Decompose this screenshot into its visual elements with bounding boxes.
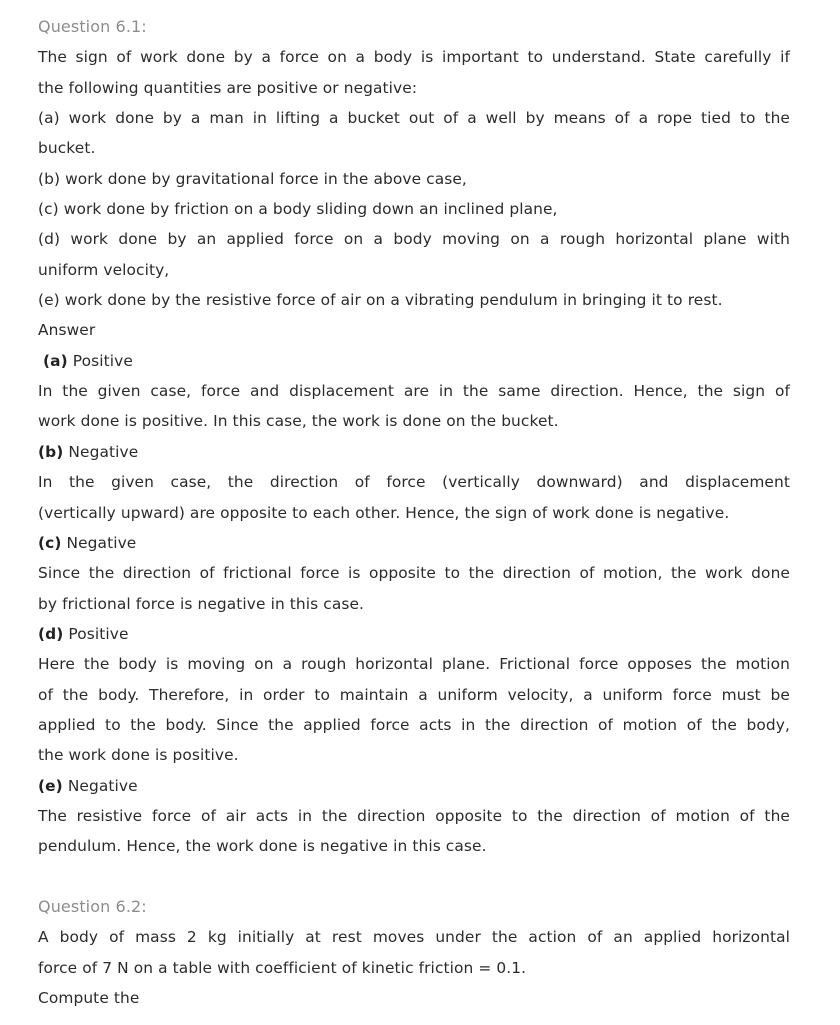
section-gap (38, 862, 790, 892)
question-text-line: (e) work done by the resistive force of air on a vibrating pendulum in bringing it to rest. (38, 291, 723, 310)
question-heading: Question 6.2: (38, 896, 147, 916)
answer-text-line: Since the direction of frictional force is opposite to the direction of motion, the work done (38, 564, 790, 583)
answer-value: Positive (72, 351, 133, 370)
document-page (38, 12, 790, 1013)
question-text-line: (c) work done by friction on a body sliding down an inclined plane, (38, 200, 558, 219)
question-text-line: bucket. (38, 139, 96, 158)
answer-part-label: (e) (38, 776, 63, 795)
answer-text-line: of the body. Therefore, in order to maintain a uniform velocity, a uniform force must be (38, 685, 790, 704)
question-text-line: (b) work done by gravitational force in the above case, (38, 169, 467, 188)
answer-text-line: pendulum. Hence, the work done is negative in this case. (38, 837, 487, 856)
question-heading: Question 6.1: (38, 17, 147, 36)
answer-text-line: applied to the body. Since the applied force acts in the direction of motion of the body, (38, 715, 790, 734)
answer-text-line: (vertically upward) are opposite to each other. Hence, the sign of work done is negative. (38, 503, 730, 522)
answer-part-label: (b) (38, 442, 64, 461)
question-text-line: force of 7 N on a table with coefficient of kinetic friction = 0.1. (38, 958, 527, 977)
answer-text-line: In the given case, the direction of force (vertically downward) and displacement (38, 473, 790, 492)
question-text-line: (a) work done by a man in lifting a bucket out of a well by means of a rope tied to the (38, 109, 790, 128)
question-text-line: the following quantities are positive or negative: (38, 78, 418, 97)
question-text-line: (d) work done by an applied force on a body moving on a rough horizontal plane with (38, 230, 790, 249)
answer-part-label: (a) (43, 351, 68, 370)
answer-text-line: The resistive force of air acts in the direction opposite to the direction of motion of the (38, 806, 790, 825)
answer-value: Negative (66, 533, 137, 552)
answer-heading (38, 437, 790, 467)
answer-value: Negative (68, 442, 139, 461)
answer-heading (38, 619, 790, 649)
question-text-line: The sign of work done by a force on a body is important to understand. State carefully if (38, 48, 790, 67)
answer-label: Answer (38, 321, 96, 340)
answer-text-line: by frictional force is negative in this case. (38, 594, 365, 613)
answer-value: Positive (68, 624, 129, 643)
answer-text-line: Here the body is moving on a rough horizontal plane. Frictional force opposes the motion (38, 655, 790, 674)
answer-part-label: (c) (38, 533, 62, 552)
question-text-line: Compute the (38, 989, 140, 1007)
answer-heading (38, 771, 790, 801)
answer-text-line: In the given case, force and displacement are in the same direction. Hence, the sign of (38, 382, 790, 401)
answer-heading (38, 346, 790, 376)
answer-text-line: work done is positive. In this case, the work is done on the bucket. (38, 412, 559, 431)
answer-value: Negative (67, 776, 138, 795)
answer-part-label: (d) (38, 624, 64, 643)
answer-text-line: the work done is positive. (38, 746, 239, 765)
answer-heading (38, 528, 790, 558)
question-text-line: uniform velocity, (38, 260, 170, 279)
question-text-line: A body of mass 2 kg initially at rest moves under the action of an applied horizontal (38, 928, 790, 947)
